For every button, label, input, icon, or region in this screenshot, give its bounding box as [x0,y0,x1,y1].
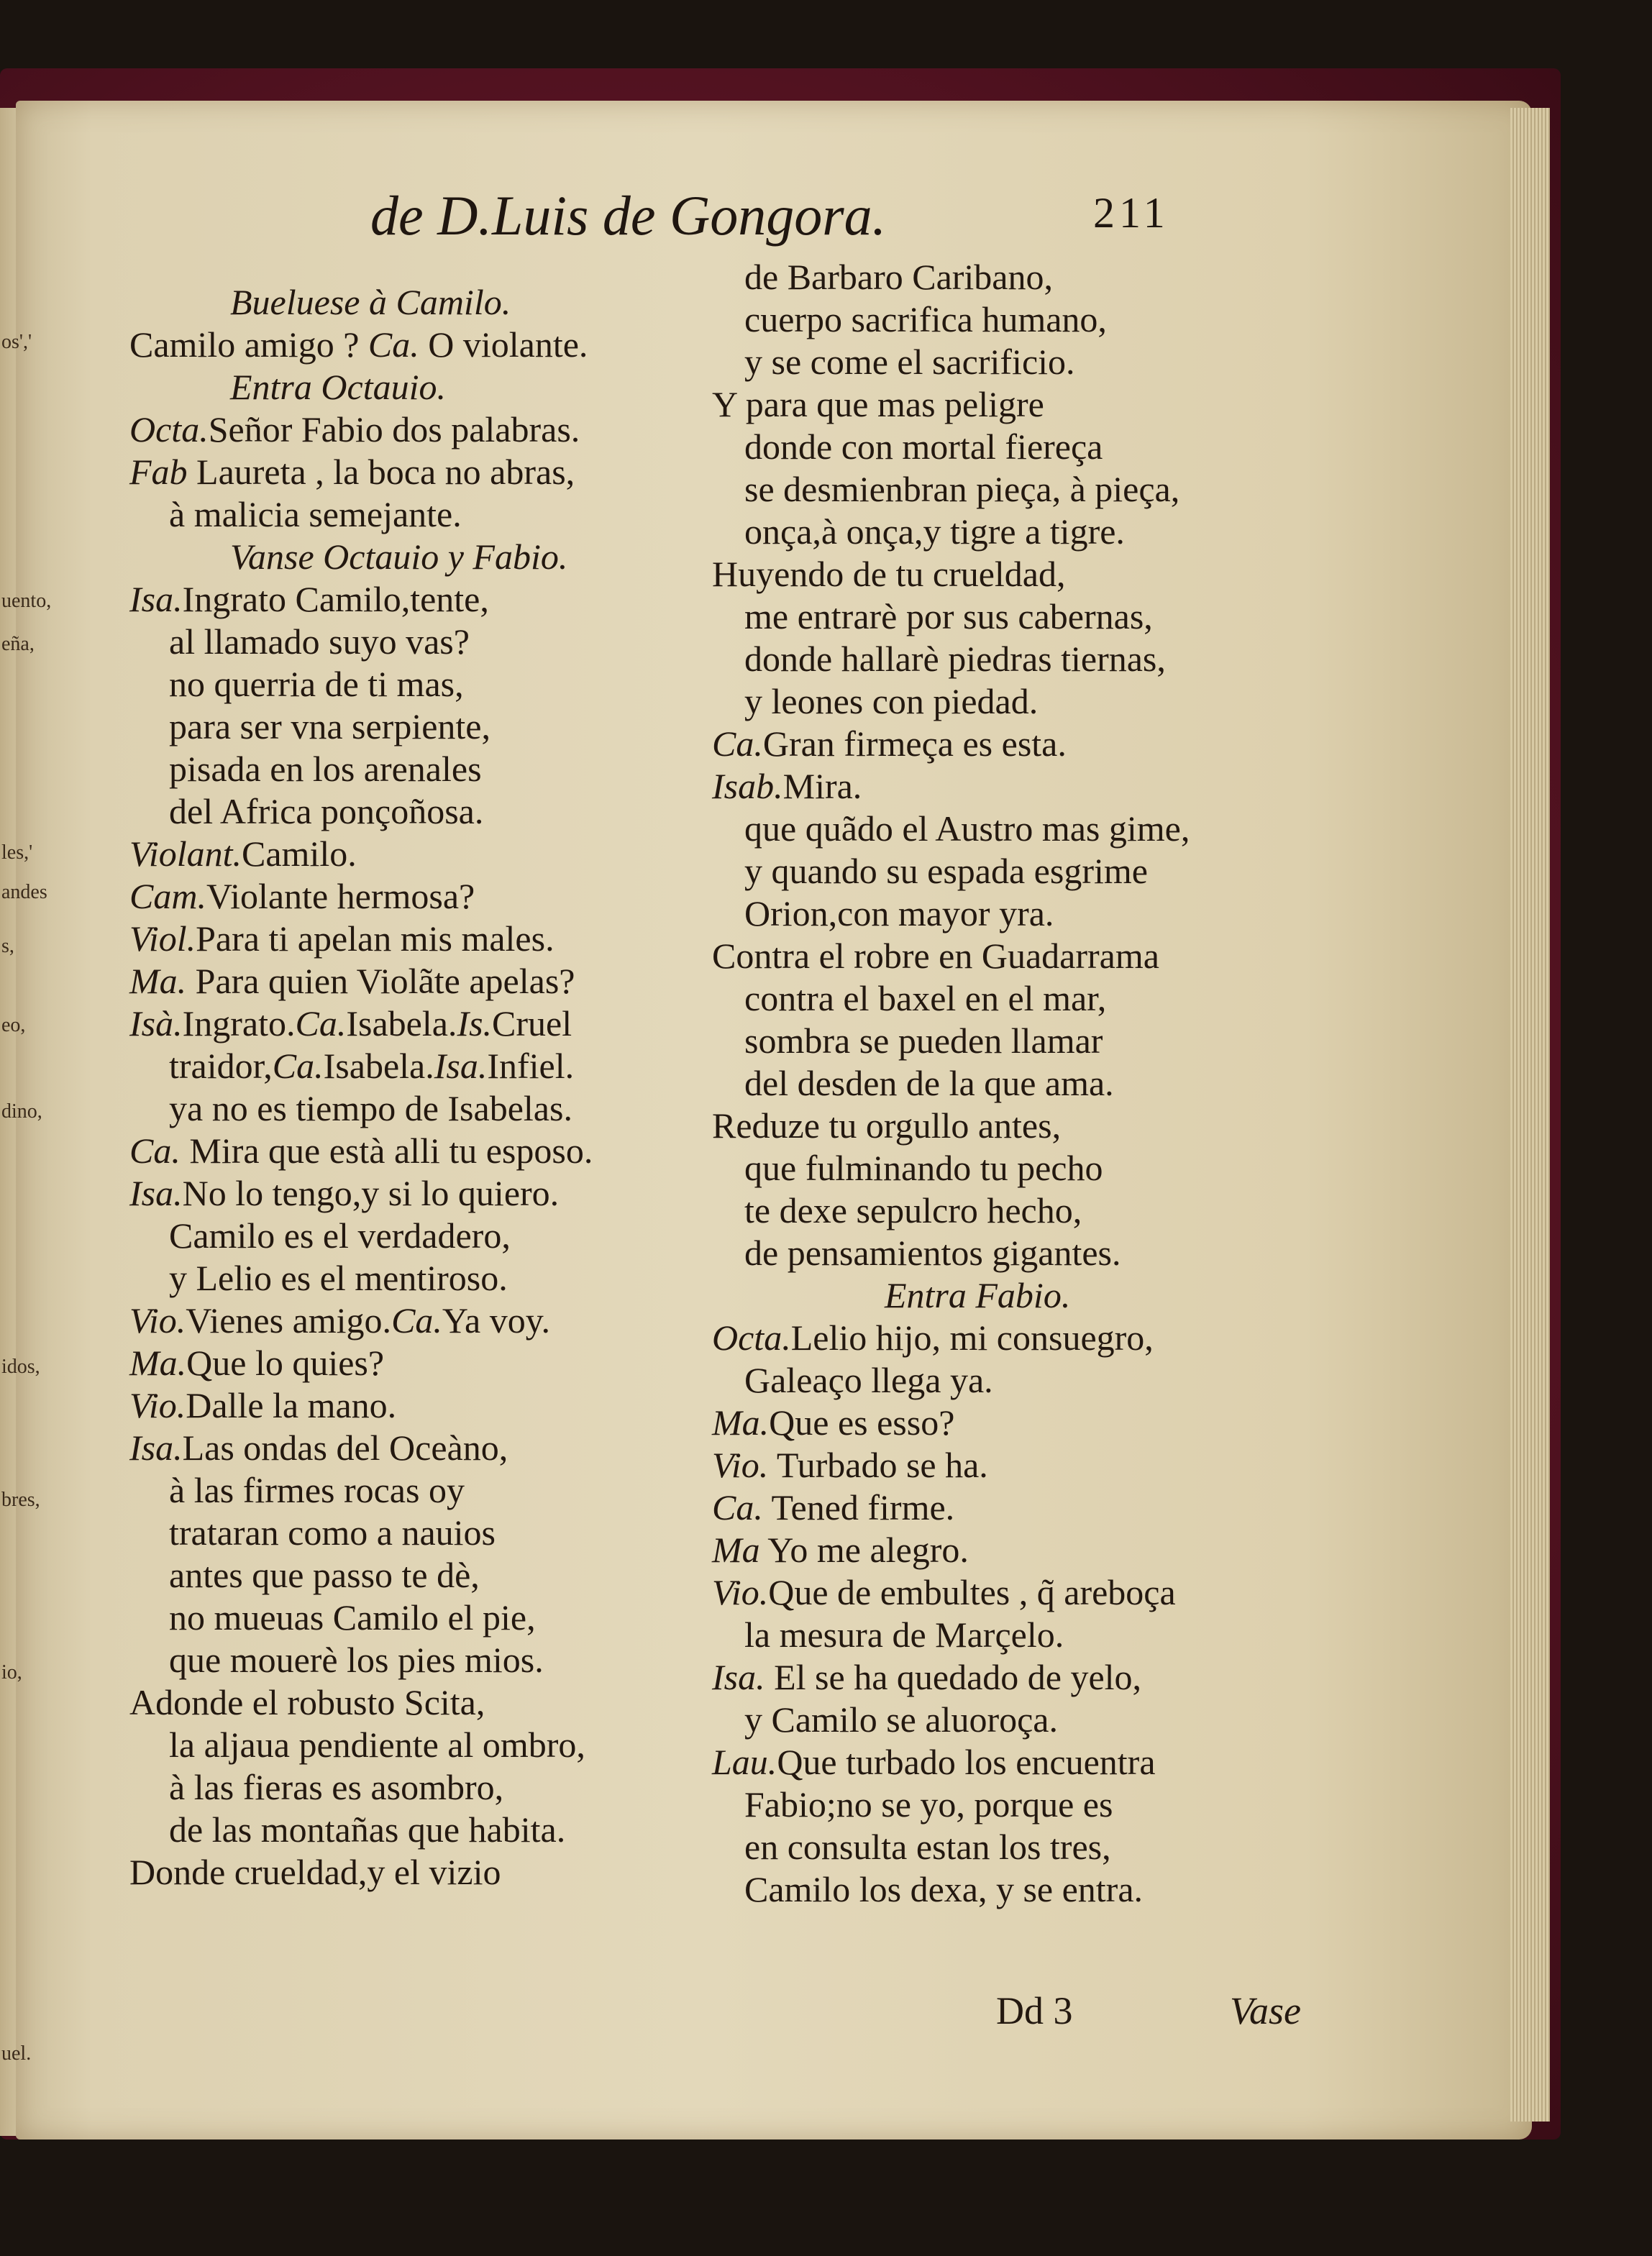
line-text: Orion,con mayor yra. [744,893,1054,933]
line-text: y quando su espada esgrime [744,851,1148,891]
verse-line [169,1769,503,1805]
margin-fragment: bres, [1,1489,40,1511]
speaker-label: Lau. [712,1742,777,1782]
speech-line [129,1133,593,1169]
speaker-label: Is. [457,1003,493,1043]
speaker-label: Ca. [368,324,419,365]
margin-fragment: uento, [1,590,52,612]
line-text: del Africa ponçoñosa. [169,791,484,831]
verse-line [744,344,1075,380]
verse-line [169,1727,585,1763]
speaker-label: Ca. [712,1487,763,1527]
speaker-label: Isa. [129,579,183,619]
verse-line [744,511,1125,552]
line-text: no querria de ti mas, [169,664,464,704]
stage-direction [230,536,568,577]
speech-line [712,1402,955,1443]
line-text: Ingrato. [182,1003,296,1043]
speech-line [129,1300,550,1341]
line-text: Camilo amigo ? [129,324,368,365]
line-text: no mueuas Camilo el pie, [169,1597,536,1638]
verse-line [169,621,470,662]
line-text: que mouerè los pies mios. [169,1640,544,1680]
speech-line [712,1489,954,1525]
verse-line [169,1597,536,1638]
line-text: Dalle la mano. [186,1385,397,1425]
speaker-label: Isa. [434,1046,488,1086]
speech-line [712,1659,1141,1695]
line-text: de Barbaro Caribano, [744,257,1054,297]
direction-text: Entra Fabio. [885,1275,1071,1315]
line-text: O violante. [419,324,588,365]
line-text: de pensamientos gigantes. [744,1233,1121,1273]
speaker-label: Vio. [129,1300,186,1341]
verse-line [169,1512,496,1553]
speech-line [129,1387,396,1423]
line-text: Tened firme. [762,1487,955,1527]
line-text: Que turbado los encuentra [777,1742,1156,1782]
speech-line [712,723,1067,764]
verse-line [744,980,1106,1016]
speaker-label: Octa. [129,409,209,449]
verse-line [744,1871,1143,1907]
verse-line [744,471,1179,507]
speaker-label: Ca. [391,1300,442,1341]
verse-line [169,1260,508,1296]
speaker-label: Ma. [129,961,187,1001]
verse-line [744,1699,1058,1740]
page-number: 211 [1093,189,1169,237]
speech-line [129,1005,572,1041]
line-text: Infiel. [487,1046,575,1086]
line-text: Camilo. [242,834,357,874]
verse-line [744,1150,1103,1186]
signature-mark: Dd 3 [996,1989,1073,2032]
stage-direction [230,284,511,320]
margin-fragment: uel. [1,2042,32,2065]
line-text: Camilo es el verdadero, [169,1215,511,1256]
page-edge-stack [1510,108,1550,2122]
speech-line [712,768,862,804]
margin-fragment: os',' [1,331,32,353]
speaker-label: Fab [129,452,188,492]
speaker-label: Vio. [712,1445,769,1485]
line-text: para ser vna serpiente, [169,706,490,746]
speaker-label: Violant. [129,834,242,874]
verse-line [744,1235,1121,1271]
verse-line [744,1829,1111,1865]
line-text: Señor Fabio dos palabras. [208,409,580,449]
verse-line [744,1784,1113,1825]
speech-line [129,1854,501,1890]
speech-line [712,1447,988,1483]
speech-line [712,1105,1062,1146]
speaker-label: Isab. [712,766,783,806]
line-text: que fulminando tu pecho [744,1148,1103,1188]
line-text: me entrarè por sus cabernas, [744,596,1153,636]
line-text: de las montañas que habita. [169,1809,566,1850]
verse-line [169,496,462,532]
stage-direction [230,369,446,405]
speaker-label: Isa. [129,1428,183,1468]
speaker-label: Isà. [129,1003,183,1043]
catchword: Vase [1230,1989,1301,2032]
line-text: antes que passo te dè, [169,1555,480,1595]
line-text: traidor, [169,1046,273,1086]
running-title: de D.Luis de Gongora. [370,184,887,247]
line-text: Donde crueldad,y el vizio [129,1852,501,1892]
line-text: Ingrato Camilo,tente, [182,579,489,619]
speech-line [129,1684,485,1720]
line-text: que quãdo el Austro mas gime, [744,808,1190,849]
margin-fragment: s, [1,935,14,957]
verse-line [169,751,482,787]
line-text: à las fieras es asombro, [169,1767,504,1807]
margin-fragment: eña, [1,633,35,655]
line-text: Y para que mas peligre [712,384,1044,424]
line-text: Huyendo de tu crueldad, [712,554,1066,594]
speaker-label: Ca. [712,723,763,764]
speech-line [712,938,1159,974]
speaker-label: Ma. [712,1402,770,1443]
line-text: Camilo los dexa, y se entra. [744,1869,1144,1909]
line-text: se desmienbran pieça, à pieça, [744,469,1180,509]
margin-fragment: io, [1,1661,22,1684]
speech-line [712,556,1066,592]
line-text: Las ondas del Oceàno, [182,1428,508,1468]
verse-line [744,1020,1103,1061]
line-text: No lo tengo,y si lo quiero. [182,1173,560,1213]
line-text: Cruel [492,1003,572,1043]
verse-line [169,1048,574,1084]
speaker-label: Isa. [129,1173,183,1213]
verse-line [744,853,1148,889]
line-text: pisada en los arenales [169,749,482,789]
margin-fragment: idos, [1,1356,40,1378]
line-text: Mira. [782,766,862,806]
line-text: Mira que està alli tu esposo. [180,1131,593,1171]
speaker-label: Vio. [129,1385,186,1425]
speech-line [129,454,575,490]
speaker-label: Ca. [272,1046,324,1086]
verse-line [744,683,1038,719]
line-text: Violante hermosa? [206,876,475,916]
line-text: la aljaua pendiente al ombro, [169,1725,585,1765]
verse-line [744,1065,1114,1101]
line-text: ya no es tiempo de Isabelas. [169,1088,572,1128]
speech-line [129,1430,508,1466]
line-text: Isabela. [346,1003,457,1043]
line-text: Turbado se ha. [768,1445,988,1485]
verse-line [744,598,1153,634]
line-text: y leones con piedad. [744,681,1039,721]
line-text: El se ha quedado de yelo, [765,1657,1142,1697]
stage-direction [885,1277,1070,1313]
speaker-label: Cam. [129,876,206,916]
verse-line [169,1215,511,1256]
speech-line [712,1744,1156,1780]
line-text: onça,à onça,y tigre a tigre. [744,511,1125,552]
margin-fragment: andes [1,881,47,903]
verse-line [744,1192,1082,1228]
direction-text: Entra Octauio. [230,367,446,407]
speech-line [129,411,580,447]
speaker-label: Isa. [712,1657,765,1697]
line-text: donde hallarè piedras tiernas, [744,639,1166,679]
speech-line [129,836,357,872]
line-text: Adonde el robusto Scita, [129,1682,485,1722]
line-text: al llamado suyo vas? [169,621,470,662]
line-text: y Lelio es el mentiroso. [169,1258,508,1298]
verse-line [169,1090,572,1126]
line-text: y Camilo se aluoroça. [744,1699,1058,1740]
direction-text: Vanse Octauio y Fabio. [230,536,568,577]
line-text: Lelio hijo, mi consuegro, [790,1317,1154,1358]
line-text: Galeaço llega ya. [744,1360,993,1400]
line-text: Vienes amigo. [186,1300,392,1341]
direction-text: Bueluese à Camilo. [230,282,511,322]
margin-fragment: eo, [1,1014,26,1036]
verse-line [169,793,483,829]
line-text: Para quien Violãte apelas? [186,961,575,1001]
line-text: Para ti apelan mis males. [196,918,555,959]
speaker-label: Octa. [712,1317,791,1358]
verse-line [744,426,1103,467]
speech-line [129,1175,559,1211]
verse-line [169,666,464,702]
line-text: Gran firmeça es esta. [762,723,1067,764]
speech-line [129,581,489,617]
line-text: la mesura de Marçelo. [744,1615,1064,1655]
line-text: trataran como a nauios [169,1512,496,1553]
line-text: Que es esso? [769,1402,955,1443]
speaker-label: Ma [712,1530,760,1570]
line-text: Isabela. [323,1046,434,1086]
verse-line [169,1642,544,1678]
speech-line [129,963,575,999]
verse-line [744,808,1190,849]
line-text: Que de embultes , q̃ areboça [768,1572,1176,1612]
line-text: Contra el robre en Guadarrama [712,936,1159,976]
verse-line [744,259,1053,295]
line-text: en consulta estan los tres, [744,1827,1111,1867]
line-text: Fabio;no se yo, porque es [744,1784,1113,1825]
speech-line [129,878,475,914]
verse-line [169,1557,480,1593]
line-text: à las firmes rocas oy [169,1470,465,1510]
line-text: contra el baxel en el mar, [744,978,1107,1018]
line-text: Laureta , la boca no abras, [187,452,575,492]
line-text: y se come el sacrificio. [744,342,1075,382]
speaker-label: Viol. [129,918,196,959]
verse-line [744,641,1166,677]
speaker-label: Vio. [712,1572,769,1612]
speaker-label: Ca. [129,1131,181,1171]
speech-line [712,1574,1176,1610]
margin-fragment: les,' [1,841,33,864]
line-text: cuerpo sacrifica humano, [744,299,1107,339]
speech-line [712,1317,1154,1358]
line-text: Ya voy. [442,1300,550,1341]
line-text: à malicia semejante. [169,494,462,534]
line-text: Que lo quies? [186,1343,385,1383]
speech-line [129,1345,384,1381]
line-text: donde con mortal fiereça [744,426,1103,467]
line-text: sombra se pueden llamar [744,1020,1103,1061]
verse-line [744,301,1107,337]
line-text: del desden de la que ama. [744,1063,1114,1103]
verse-line [744,1617,1064,1653]
verse-line [744,1362,993,1398]
line-text: Yo me alegro. [759,1530,969,1570]
line-text: Reduze tu orgullo antes, [712,1105,1062,1146]
verse-line [169,1472,465,1508]
speech-line [712,1532,969,1568]
verse-line [744,895,1054,931]
speech-line [129,324,588,365]
speech-line [712,386,1044,422]
verse-line [169,1809,566,1850]
speech-line [129,918,555,959]
speaker-label: Ca. [295,1003,347,1043]
speaker-label: Ma. [129,1343,187,1383]
line-text: te dexe sepulcro hecho, [744,1190,1082,1230]
verse-line [169,708,490,744]
margin-fragment: dino, [1,1100,42,1123]
